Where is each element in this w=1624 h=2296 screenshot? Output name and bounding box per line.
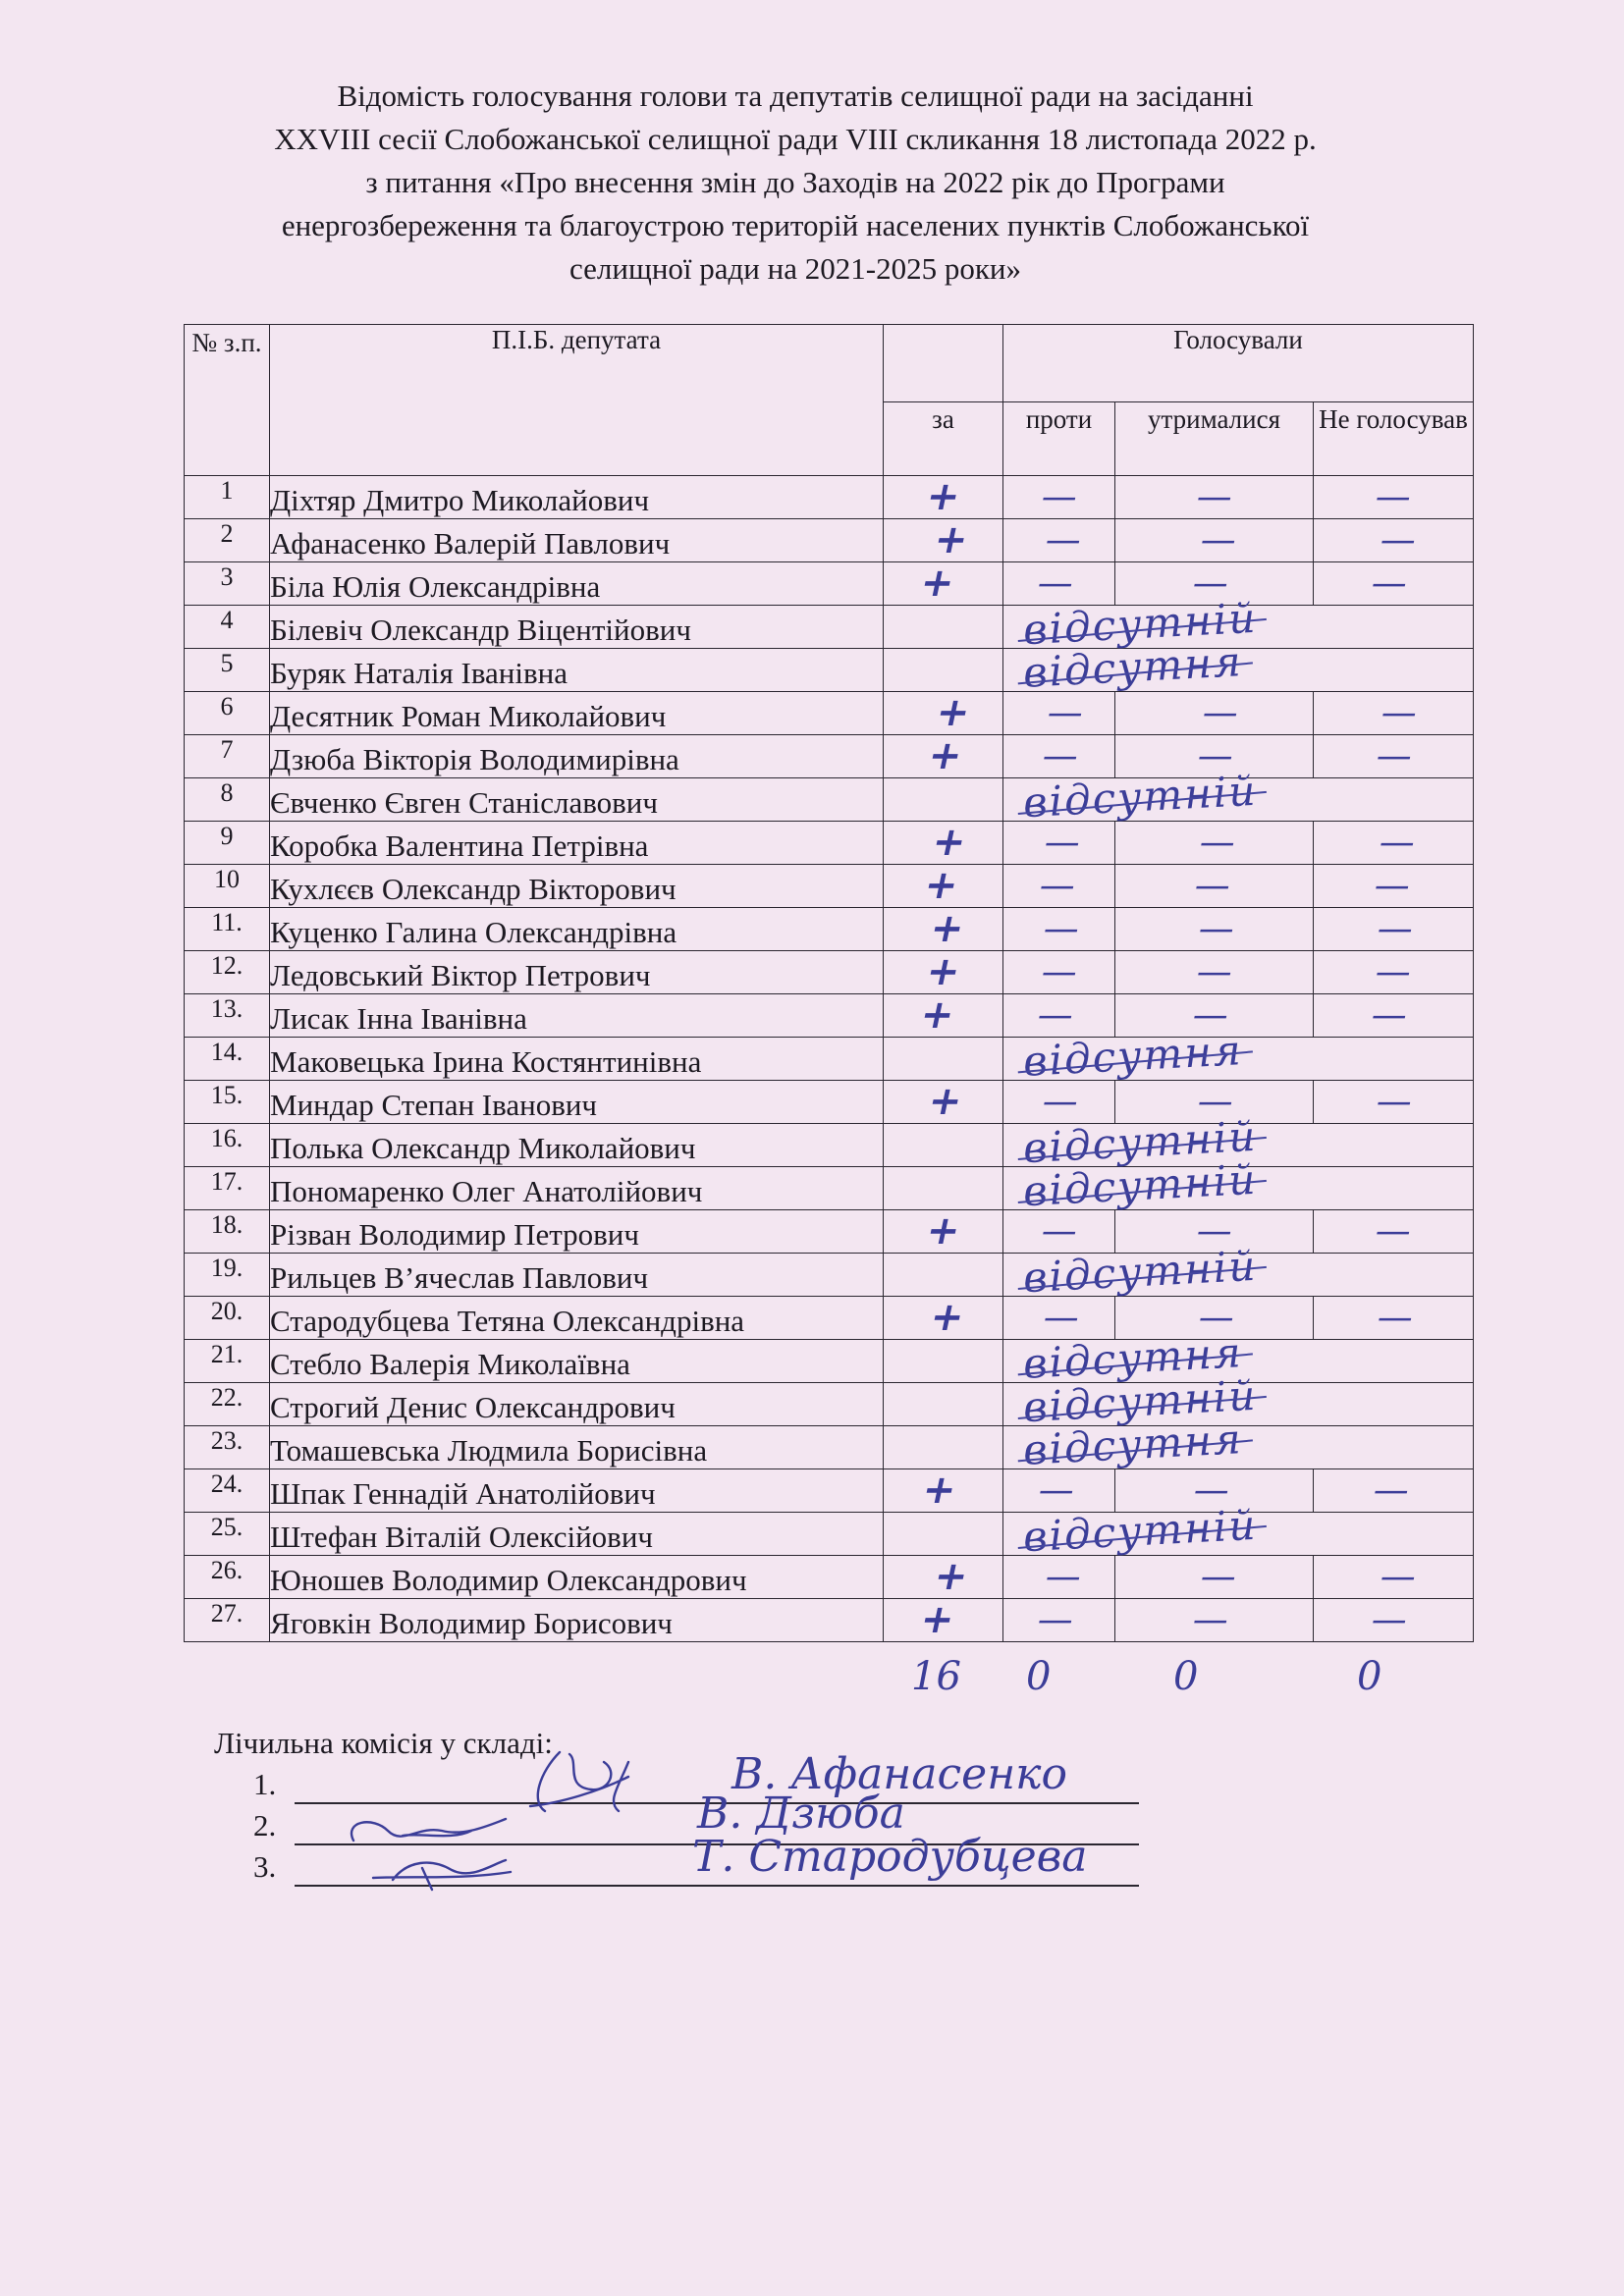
row-number: 26. [185, 1556, 270, 1599]
deputy-name: Пономаренко Олег Анатолійович [270, 1167, 884, 1210]
table-row [185, 1210, 1474, 1254]
deputy-name: Діхтяр Дмитро Миколайович [270, 476, 884, 519]
table-row [185, 476, 1474, 519]
table-row [185, 1426, 1474, 1469]
mark-for: + [919, 863, 963, 908]
absent-cell [1003, 1026, 1474, 1086]
absent-cell [1003, 1415, 1474, 1474]
vote-cell-for [884, 1297, 1003, 1340]
mark-dash: — [1189, 1469, 1234, 1511]
total-against: 0 [1026, 1654, 1052, 1699]
table-row [185, 994, 1474, 1038]
vote-cell-not-voted [1314, 822, 1474, 865]
row-number: 14. [185, 1038, 270, 1081]
vote-cell-for [884, 1167, 1003, 1210]
table-row [185, 908, 1474, 951]
absent-mark: відсутня [1021, 1328, 1244, 1388]
vote-cell-against [1003, 994, 1115, 1038]
mark-for: + [929, 1554, 973, 1599]
table-row [185, 822, 1474, 865]
vote-cell-not-voted [1314, 994, 1474, 1038]
mark-dash: — [1376, 519, 1421, 561]
mark-dash: — [1033, 994, 1078, 1036]
header-name: П.І.Б. депутата [270, 325, 884, 476]
vote-cell-against [1003, 908, 1115, 951]
vote-cell-against [1003, 822, 1115, 865]
row-number: 10 [185, 865, 270, 908]
vote-cell-for [884, 865, 1003, 908]
absent-mark: відсутній [1021, 1111, 1259, 1173]
mark-dash: — [1372, 735, 1417, 776]
vote-cell-for [884, 778, 1003, 822]
row-number: 3 [185, 562, 270, 606]
mark-dash: — [1195, 822, 1240, 863]
deputy-name: Десятник Роман Миколайович [270, 692, 884, 735]
row-number: 8 [185, 778, 270, 822]
table-row [185, 1513, 1474, 1556]
table-row [185, 1081, 1474, 1124]
vote-cell-for [884, 1469, 1003, 1513]
row-number: 13. [185, 994, 270, 1038]
absent-mark: відсутня [1021, 637, 1244, 697]
mark-dash: — [1194, 908, 1239, 949]
voting-table [184, 324, 1474, 1642]
commission-number-1: 1. [253, 1767, 277, 1801]
mark-dash: — [1198, 692, 1242, 733]
table-row [185, 735, 1474, 778]
signature-scribble-1 [530, 1752, 628, 1811]
deputy-name: Стародубцева Тетяна Олександрівна [270, 1297, 884, 1340]
mark-dash: — [1036, 865, 1080, 906]
row-number: 11. [185, 908, 270, 951]
header-against: проти [1003, 402, 1115, 476]
absent-mark: відсутня [1021, 1026, 1244, 1086]
deputy-name: Ледовський Віктор Петрович [270, 951, 884, 994]
mark-dash: — [1040, 822, 1085, 863]
mark-dash: — [1037, 1210, 1081, 1252]
table-row [185, 865, 1474, 908]
row-number: 6 [185, 692, 270, 735]
table-row [185, 649, 1474, 692]
mark-dash: — [1042, 1556, 1086, 1597]
table-row [185, 1340, 1474, 1383]
title-line-1: Відомість голосування голови та депутатів селищної ради на засіданні [337, 79, 1254, 113]
row-number: 16. [185, 1124, 270, 1167]
mark-dash: — [1372, 1081, 1417, 1122]
vote-cell-against [1003, 1210, 1115, 1254]
row-number: 4 [185, 606, 270, 649]
signature-scribble-3 [373, 1860, 511, 1890]
vote-cell-for [884, 476, 1003, 519]
vote-cell-abstained [1115, 476, 1314, 519]
deputy-name: Стебло Валерія Миколаївна [270, 1340, 884, 1383]
vote-cell-for [884, 1599, 1003, 1642]
mark-dash: — [1188, 562, 1233, 604]
mark-dash: — [1374, 1297, 1418, 1338]
absent-mark: відсутній [1021, 1241, 1259, 1303]
vote-cell-not-voted [1314, 951, 1474, 994]
vote-cell-for [884, 606, 1003, 649]
absent-cell [1003, 1154, 1474, 1216]
mark-dash: — [1369, 1469, 1414, 1511]
mark-for: + [915, 992, 959, 1038]
vote-cell-not-voted [1314, 908, 1474, 951]
signature-name-2: В. Дзюба [697, 1789, 905, 1839]
absent-cell [1003, 766, 1474, 828]
header-abstained: утрималися [1115, 402, 1314, 476]
deputy-name: Лисак Інна Іванівна [270, 994, 884, 1038]
mark-dash: — [1192, 951, 1236, 992]
deputy-name: Біла Юлія Олександрівна [270, 562, 884, 606]
deputy-name: Кухлєєв Олександр Вікторович [270, 865, 884, 908]
mark-for: + [923, 1079, 967, 1124]
vote-cell-abstained [1115, 908, 1314, 951]
row-number: 24. [185, 1469, 270, 1513]
row-number: 1 [185, 476, 270, 519]
mark-dash: — [1377, 692, 1422, 733]
vote-cell-not-voted [1314, 1599, 1474, 1642]
mark-dash: — [1188, 1599, 1233, 1640]
commission-number-2: 2. [253, 1808, 277, 1842]
row-number: 17. [185, 1167, 270, 1210]
vote-cell-for [884, 822, 1003, 865]
vote-cell-against [1003, 865, 1115, 908]
vote-cell-against [1003, 476, 1115, 519]
vote-cell-for [884, 1513, 1003, 1556]
deputy-name: Штефан Віталій Олексійович [270, 1513, 884, 1556]
vote-cell-for [884, 1426, 1003, 1469]
mark-dash: — [1197, 1556, 1241, 1597]
vote-cell-against [1003, 519, 1115, 562]
vote-cell-for [884, 1210, 1003, 1254]
deputy-name: Миндар Степан Іванович [270, 1081, 884, 1124]
row-number: 20. [185, 1297, 270, 1340]
mark-dash: — [1038, 735, 1083, 776]
mark-dash: — [1371, 476, 1416, 517]
signature-name-3: Т. Стародубцева [692, 1832, 1088, 1882]
vote-cell-for [884, 692, 1003, 735]
mark-dash: — [1038, 1081, 1083, 1122]
table-row [185, 1469, 1474, 1513]
deputy-name: Полька Олександр Миколайович [270, 1124, 884, 1167]
vote-cell-for [884, 519, 1003, 562]
table-row [185, 1254, 1474, 1297]
vote-cell-for [884, 951, 1003, 994]
vote-cell-against [1003, 1599, 1115, 1642]
table-row [185, 1297, 1474, 1340]
row-number: 23. [185, 1426, 270, 1469]
deputy-name: Афанасенко Валерій Павлович [270, 519, 884, 562]
table-row [185, 1383, 1474, 1426]
mark-for: + [923, 733, 967, 778]
vote-cell-not-voted [1314, 865, 1474, 908]
mark-dash: — [1037, 476, 1081, 517]
deputy-name: Коробка Валентина Петрівна [270, 822, 884, 865]
vote-cell-not-voted [1314, 519, 1474, 562]
vote-cell-against [1003, 1081, 1115, 1124]
mark-dash: — [1034, 1469, 1079, 1511]
vote-cell-for [884, 1254, 1003, 1297]
vote-cell-for [884, 1124, 1003, 1167]
header-for: за [884, 402, 1003, 476]
vote-cell-abstained [1115, 1556, 1314, 1599]
deputy-name: Юношев Володимир Олександрович [270, 1556, 884, 1599]
vote-cell-for [884, 1038, 1003, 1081]
row-number: 5 [185, 649, 270, 692]
commission-line-1 [253, 1767, 293, 1802]
vote-cell-abstained [1115, 1599, 1314, 1642]
mark-dash: — [1368, 562, 1412, 604]
mark-for: + [921, 474, 965, 519]
mark-dash: — [1043, 692, 1087, 733]
mark-dash: — [1374, 908, 1418, 949]
mark-dash: — [1370, 865, 1415, 906]
deputy-name: Дзюба Вікторія Володимирівна [270, 735, 884, 778]
handwritten-signatures [334, 1733, 707, 1899]
deputy-name: Куценко Галина Олександрівна [270, 908, 884, 951]
vote-cell-abstained [1115, 865, 1314, 908]
vote-cell-against [1003, 692, 1115, 735]
vote-cell-for [884, 1383, 1003, 1426]
mark-dash: — [1375, 822, 1420, 863]
mark-for: + [931, 690, 975, 735]
title-line-2: XXVIII сесії Слобожанської селищної ради VIII скликання 18 листопада 2022 р. [274, 122, 1317, 156]
row-number: 25. [185, 1513, 270, 1556]
mark-for: + [915, 561, 959, 606]
header-number: № з.п. [185, 325, 270, 476]
row-number: 9 [185, 822, 270, 865]
signature-name-1: В. Афанасенко [731, 1749, 1067, 1799]
vote-cell-not-voted [1314, 562, 1474, 606]
vote-cell-not-voted [1314, 735, 1474, 778]
absent-mark: відсутня [1021, 1415, 1244, 1474]
vote-cell-not-voted [1314, 476, 1474, 519]
absent-cell [1003, 637, 1474, 697]
vote-cell-not-voted [1314, 1210, 1474, 1254]
mark-dash: — [1193, 1081, 1238, 1122]
table-row [185, 562, 1474, 606]
deputy-name: Євченко Євген Станіславович [270, 778, 884, 822]
mark-dash: — [1368, 1599, 1412, 1640]
title-line-3: з питання «Про внесення змін до Заходів на 2022 рік до Програми [365, 165, 1225, 199]
absent-mark: відсутній [1021, 1154, 1259, 1216]
deputy-name: Шпак Геннадій Анатолійович [270, 1469, 884, 1513]
absent-mark: відсутній [1021, 1370, 1259, 1432]
vote-cell-not-voted [1314, 1469, 1474, 1513]
vote-cell-not-voted [1314, 692, 1474, 735]
voting-rows [185, 476, 1474, 1642]
mark-dash: — [1371, 951, 1416, 992]
vote-cell-abstained [1115, 692, 1314, 735]
vote-cell-against [1003, 1469, 1115, 1513]
mark-for: + [927, 820, 971, 865]
row-number: 18. [185, 1210, 270, 1254]
table-row [185, 1038, 1474, 1081]
commission-line-2 [253, 1808, 293, 1843]
mark-dash: — [1039, 908, 1084, 949]
signature-scribble-2 [352, 1819, 506, 1841]
deputy-name: Різван Володимир Петрович [270, 1210, 884, 1254]
vote-cell-for [884, 735, 1003, 778]
vote-cell-not-voted [1314, 1556, 1474, 1599]
table-row [185, 606, 1474, 649]
mark-dash: — [1039, 1297, 1084, 1338]
title-line-5: селищної ради на 2021-2025 роки» [569, 251, 1021, 286]
document-title [157, 75, 1434, 291]
absent-mark: відсутній [1021, 1500, 1259, 1562]
deputy-name: Маковецька Ірина Костянтинівна [270, 1038, 884, 1081]
mark-dash: — [1192, 476, 1236, 517]
table-row [185, 1124, 1474, 1167]
row-number: 19. [185, 1254, 270, 1297]
mark-dash: — [1368, 994, 1412, 1036]
vote-cell-against [1003, 735, 1115, 778]
vote-cell-for [884, 1081, 1003, 1124]
mark-for: + [925, 1295, 969, 1340]
row-number: 7 [185, 735, 270, 778]
mark-dash: — [1033, 562, 1078, 604]
vote-cell-for [884, 1340, 1003, 1383]
table-row [185, 1167, 1474, 1210]
total-not-voted: 0 [1357, 1654, 1382, 1699]
mark-dash: — [1192, 1210, 1236, 1252]
vote-cell-for [884, 1556, 1003, 1599]
mark-dash: — [1037, 951, 1081, 992]
header-voted: Голосували [1003, 325, 1474, 402]
vote-cell-for [884, 562, 1003, 606]
commission-line-3 [253, 1849, 293, 1885]
mark-dash: — [1191, 865, 1235, 906]
vote-cell-for [884, 649, 1003, 692]
row-number: 21. [185, 1340, 270, 1383]
mark-dash: — [1376, 1556, 1421, 1597]
row-number: 12. [185, 951, 270, 994]
mark-for: + [925, 906, 969, 951]
table-row [185, 951, 1474, 994]
mark-for: + [915, 1597, 959, 1642]
table-row [185, 1556, 1474, 1599]
row-number: 2 [185, 519, 270, 562]
mark-for: + [929, 517, 973, 562]
table-row [185, 519, 1474, 562]
vote-cell-against [1003, 1297, 1115, 1340]
deputy-name: Яговкін Володимир Борисович [270, 1599, 884, 1642]
table-row [185, 778, 1474, 822]
absent-mark: відсутній [1021, 766, 1259, 828]
absent-cell [1003, 1241, 1474, 1303]
deputy-name: Буряк Наталія Іванівна [270, 649, 884, 692]
mark-dash: — [1193, 735, 1238, 776]
vote-cell-against [1003, 1556, 1115, 1599]
mark-dash: — [1188, 994, 1233, 1036]
row-number: 22. [185, 1383, 270, 1426]
vote-cell-not-voted [1314, 1081, 1474, 1124]
row-number: 27. [185, 1599, 270, 1642]
total-abstained: 0 [1173, 1654, 1199, 1699]
mark-dash: — [1194, 1297, 1239, 1338]
header-not-voted: Не голосував [1314, 402, 1474, 476]
vote-cell-against [1003, 562, 1115, 606]
total-for: 16 [911, 1654, 961, 1699]
mark-dash: — [1371, 1210, 1416, 1252]
mark-for: + [921, 949, 965, 994]
deputy-name: Строгий Денис Олександрович [270, 1383, 884, 1426]
table-row [185, 692, 1474, 735]
vote-cell-for [884, 908, 1003, 951]
vote-cell-against [1003, 951, 1115, 994]
mark-for: + [917, 1468, 961, 1513]
vote-totals [0, 1654, 1624, 1703]
commission-label: Лічильна комісія у складі: [214, 1726, 553, 1760]
absent-cell [1003, 1500, 1474, 1562]
vote-cell-for [884, 994, 1003, 1038]
row-number: 15. [185, 1081, 270, 1124]
vote-cell-abstained [1115, 519, 1314, 562]
mark-dash: — [1033, 1599, 1078, 1640]
vote-cell-not-voted [1314, 1297, 1474, 1340]
commission-number-3: 3. [253, 1849, 277, 1884]
absent-mark: відсутній [1021, 593, 1259, 655]
table-row [185, 1599, 1474, 1642]
header-blank [884, 325, 1003, 402]
mark-dash: — [1042, 519, 1086, 561]
vote-cell-abstained [1115, 951, 1314, 994]
deputy-name: Білевіч Олександр Віцентійович [270, 606, 884, 649]
vote-cell-abstained [1115, 822, 1314, 865]
title-line-4: енергозбереження та благоустрою територій населених пунктів Слобожанської [281, 208, 1310, 242]
deputy-name: Рильцев В’ячеслав Павлович [270, 1254, 884, 1297]
deputy-name: Томашевська Людмила Борисівна [270, 1426, 884, 1469]
mark-for: + [921, 1208, 965, 1254]
mark-dash: — [1197, 519, 1241, 561]
